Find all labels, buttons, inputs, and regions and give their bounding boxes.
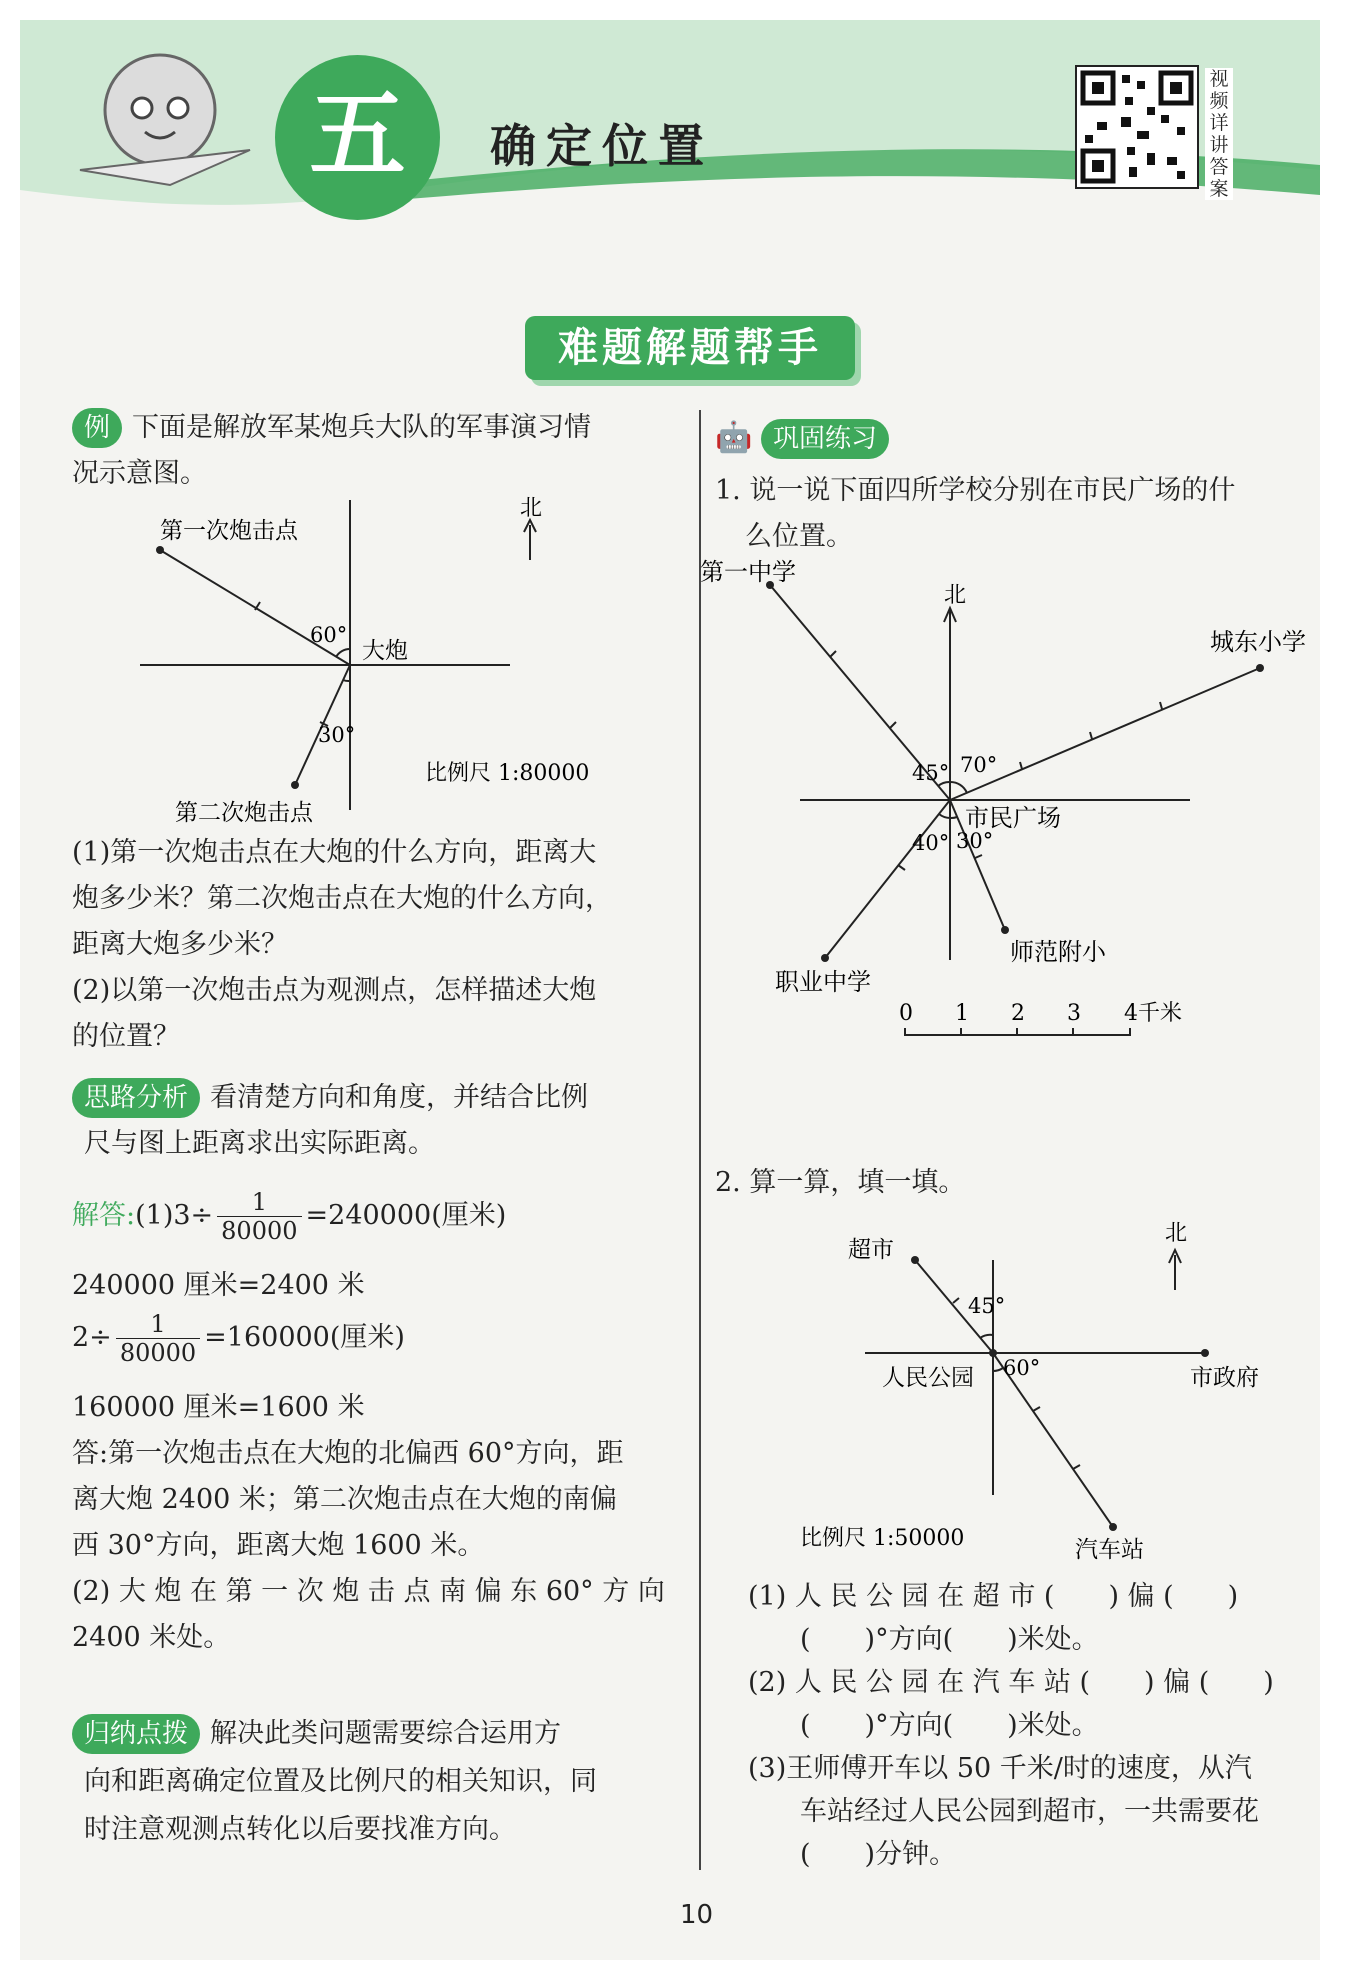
answer-line: (2) 大 炮 在 第 一 次 炮 击 点 南 偏 东 60° 方 向 — [72, 1576, 665, 1607]
example-intro-line2: 况示意图。 — [72, 458, 207, 489]
school-label-2: 城东小学 — [1210, 628, 1306, 656]
fraction — [217, 1188, 301, 1245]
scale-tick: 3 — [1067, 1001, 1081, 1026]
section-banner: 难题解题帮手 — [525, 316, 855, 380]
q1-line: 距离大炮多少米？ — [72, 929, 288, 960]
practice-header — [715, 415, 899, 462]
summary-line2: 向和距离确定位置及比例尺的相关知识，同 — [84, 1766, 597, 1797]
example-tag: 例 — [72, 408, 122, 448]
supermarket-label: 超市 — [848, 1237, 894, 1263]
blank-line: (1) 人 民 公 园 在 超 市 ( ) 偏 ( ) — [748, 1581, 1239, 1612]
blank-line: (3)王师傅开车以 50 千米/时的速度，从汽 — [748, 1753, 1252, 1784]
cannon-label: 大炮 — [362, 638, 408, 664]
answer-text: 2÷ — [72, 1322, 112, 1353]
qr-code-icon[interactable] — [1075, 65, 1199, 189]
page — [20, 20, 1320, 1960]
analysis-line1: 看清楚方向和角度，并结合比例 — [210, 1082, 589, 1113]
angle-70-label: 70° — [960, 753, 998, 777]
angle-30-label: 30° — [318, 723, 356, 747]
q1-line: (1)第一次炮击点在大炮的什么方向，距离大 — [72, 837, 597, 868]
summary-line1: 解决此类问题需要综合运用方 — [210, 1718, 562, 1749]
blank-line: ( )分钟。 — [800, 1839, 957, 1870]
example-question-1 — [72, 830, 682, 968]
scale-tick: 0 — [899, 1001, 913, 1026]
answer-line: 160000 厘米=1600 米 — [72, 1392, 365, 1423]
example-intro-line1: 下面是解放军某炮兵大队的军事演习情 — [132, 412, 592, 443]
analysis-tag: 思路分析 — [72, 1078, 200, 1118]
north-label: 北 — [520, 496, 543, 521]
answer-label: 解答: — [72, 1200, 136, 1231]
distance-scale — [899, 1001, 1182, 1036]
page-number: 10 — [680, 1900, 714, 1930]
fraction-numerator: 1 — [217, 1188, 301, 1217]
summary-line3: 时注意观测点转化以后要找准方向。 — [84, 1814, 516, 1845]
answer-line: 离大炮 2400 米；第二次炮击点在大炮的南偏 — [72, 1484, 617, 1515]
analysis-line2: 尺与图上距离求出实际距离。 — [84, 1128, 435, 1159]
first-point-label: 第一次炮击点 — [160, 518, 298, 544]
q2-line: (2)以第一次炮击点为观测点，怎样描述大炮 — [72, 975, 597, 1006]
answer-line-2: 240000 厘米=2400 米 — [72, 1270, 365, 1301]
angle-60-label: 60° — [1003, 1356, 1041, 1380]
answer-text: =240000(厘米) — [305, 1200, 507, 1231]
gov-label: 市政府 — [1190, 1365, 1259, 1391]
summary-tag: 归纳点拨 — [72, 1714, 200, 1754]
school-label-3: 师范附小 — [1010, 938, 1106, 966]
answer-line: 答:第一次炮击点在大炮的北偏西 60°方向，距 — [72, 1438, 624, 1469]
park-label: 人民公园 — [882, 1365, 974, 1391]
angle-30-label: 30° — [956, 829, 994, 853]
chapter-header — [20, 20, 1320, 220]
angle-60-label: 60° — [310, 623, 348, 647]
north-label: 北 — [944, 583, 967, 608]
blank-line: ( )°方向( )米处。 — [800, 1710, 1099, 1741]
scale-label: 比例尺 1:80000 — [425, 761, 590, 786]
north-label: 北 — [1165, 1221, 1188, 1246]
angle-40-label: 40° — [912, 831, 950, 855]
practice-question-2: 2. 算一算，填一填。 — [715, 1167, 966, 1198]
answer-line: 2400 米处。 — [72, 1622, 231, 1653]
answer-text: (1)3÷ — [135, 1200, 214, 1231]
q1-line: 炮多少米？第二次炮击点在大炮的什么方向， — [72, 883, 612, 914]
analysis-block — [72, 1075, 682, 1167]
example-diagram — [100, 480, 600, 830]
chapter-number: 五 — [275, 55, 440, 220]
answer-line-1 — [72, 1188, 692, 1245]
angle-45-label: 45° — [912, 761, 950, 785]
park-diagram — [800, 1205, 1290, 1575]
fraction-numerator: 1 — [116, 1310, 200, 1339]
scale-tick: 1 — [955, 1001, 969, 1026]
fraction-denominator: 80000 — [119, 1339, 197, 1367]
scale-tick: 4 — [1124, 1001, 1138, 1026]
center-label: 市民广场 — [965, 804, 1061, 832]
question-line: 1. 说一说下面四所学校分别在市民广场的什 — [715, 475, 1236, 506]
answer-text: =160000(厘米) — [204, 1322, 405, 1353]
scale-tick: 2 — [1011, 1001, 1025, 1026]
robot-icon: 🤖 — [715, 420, 753, 455]
second-point-label: 第二次炮击点 — [175, 800, 313, 826]
school-label-1: 第一中学 — [700, 558, 796, 586]
angle-45-label: 45° — [968, 1294, 1006, 1318]
chapter-title: 确定位置 — [490, 119, 714, 173]
practice-blanks — [748, 1575, 1318, 1876]
qr-label: 视频详讲答案 — [1205, 68, 1233, 200]
answer-line-3 — [72, 1310, 692, 1367]
question-line: 么位置。 — [745, 521, 853, 552]
summary-block — [72, 1710, 692, 1854]
scale-unit: 千米 — [1138, 1001, 1183, 1026]
blank-line: (2) 人 民 公 园 在 汽 车 站 ( ) 偏 ( ) — [748, 1667, 1274, 1698]
q2-line: 的位置？ — [72, 1021, 180, 1052]
practice-question-1 — [715, 468, 1315, 560]
blank-line: ( )°方向( )米处。 — [800, 1624, 1099, 1655]
fraction-denominator: 80000 — [221, 1217, 298, 1245]
example-question-2 — [72, 968, 682, 1060]
school-label-4: 职业中学 — [775, 968, 871, 996]
blank-line: 车站经过人民公园到超市，一共需要花 — [800, 1796, 1259, 1827]
school-diagram — [680, 550, 1320, 1040]
answer-line: 西 30°方向，距离大炮 1600 米。 — [72, 1530, 485, 1561]
station-label: 汽车站 — [1075, 1537, 1144, 1563]
scale-label: 比例尺 1:50000 — [800, 1526, 965, 1551]
practice-tag: 巩固练习 — [761, 419, 889, 459]
fraction — [116, 1310, 200, 1367]
answer-block — [72, 1385, 692, 1661]
